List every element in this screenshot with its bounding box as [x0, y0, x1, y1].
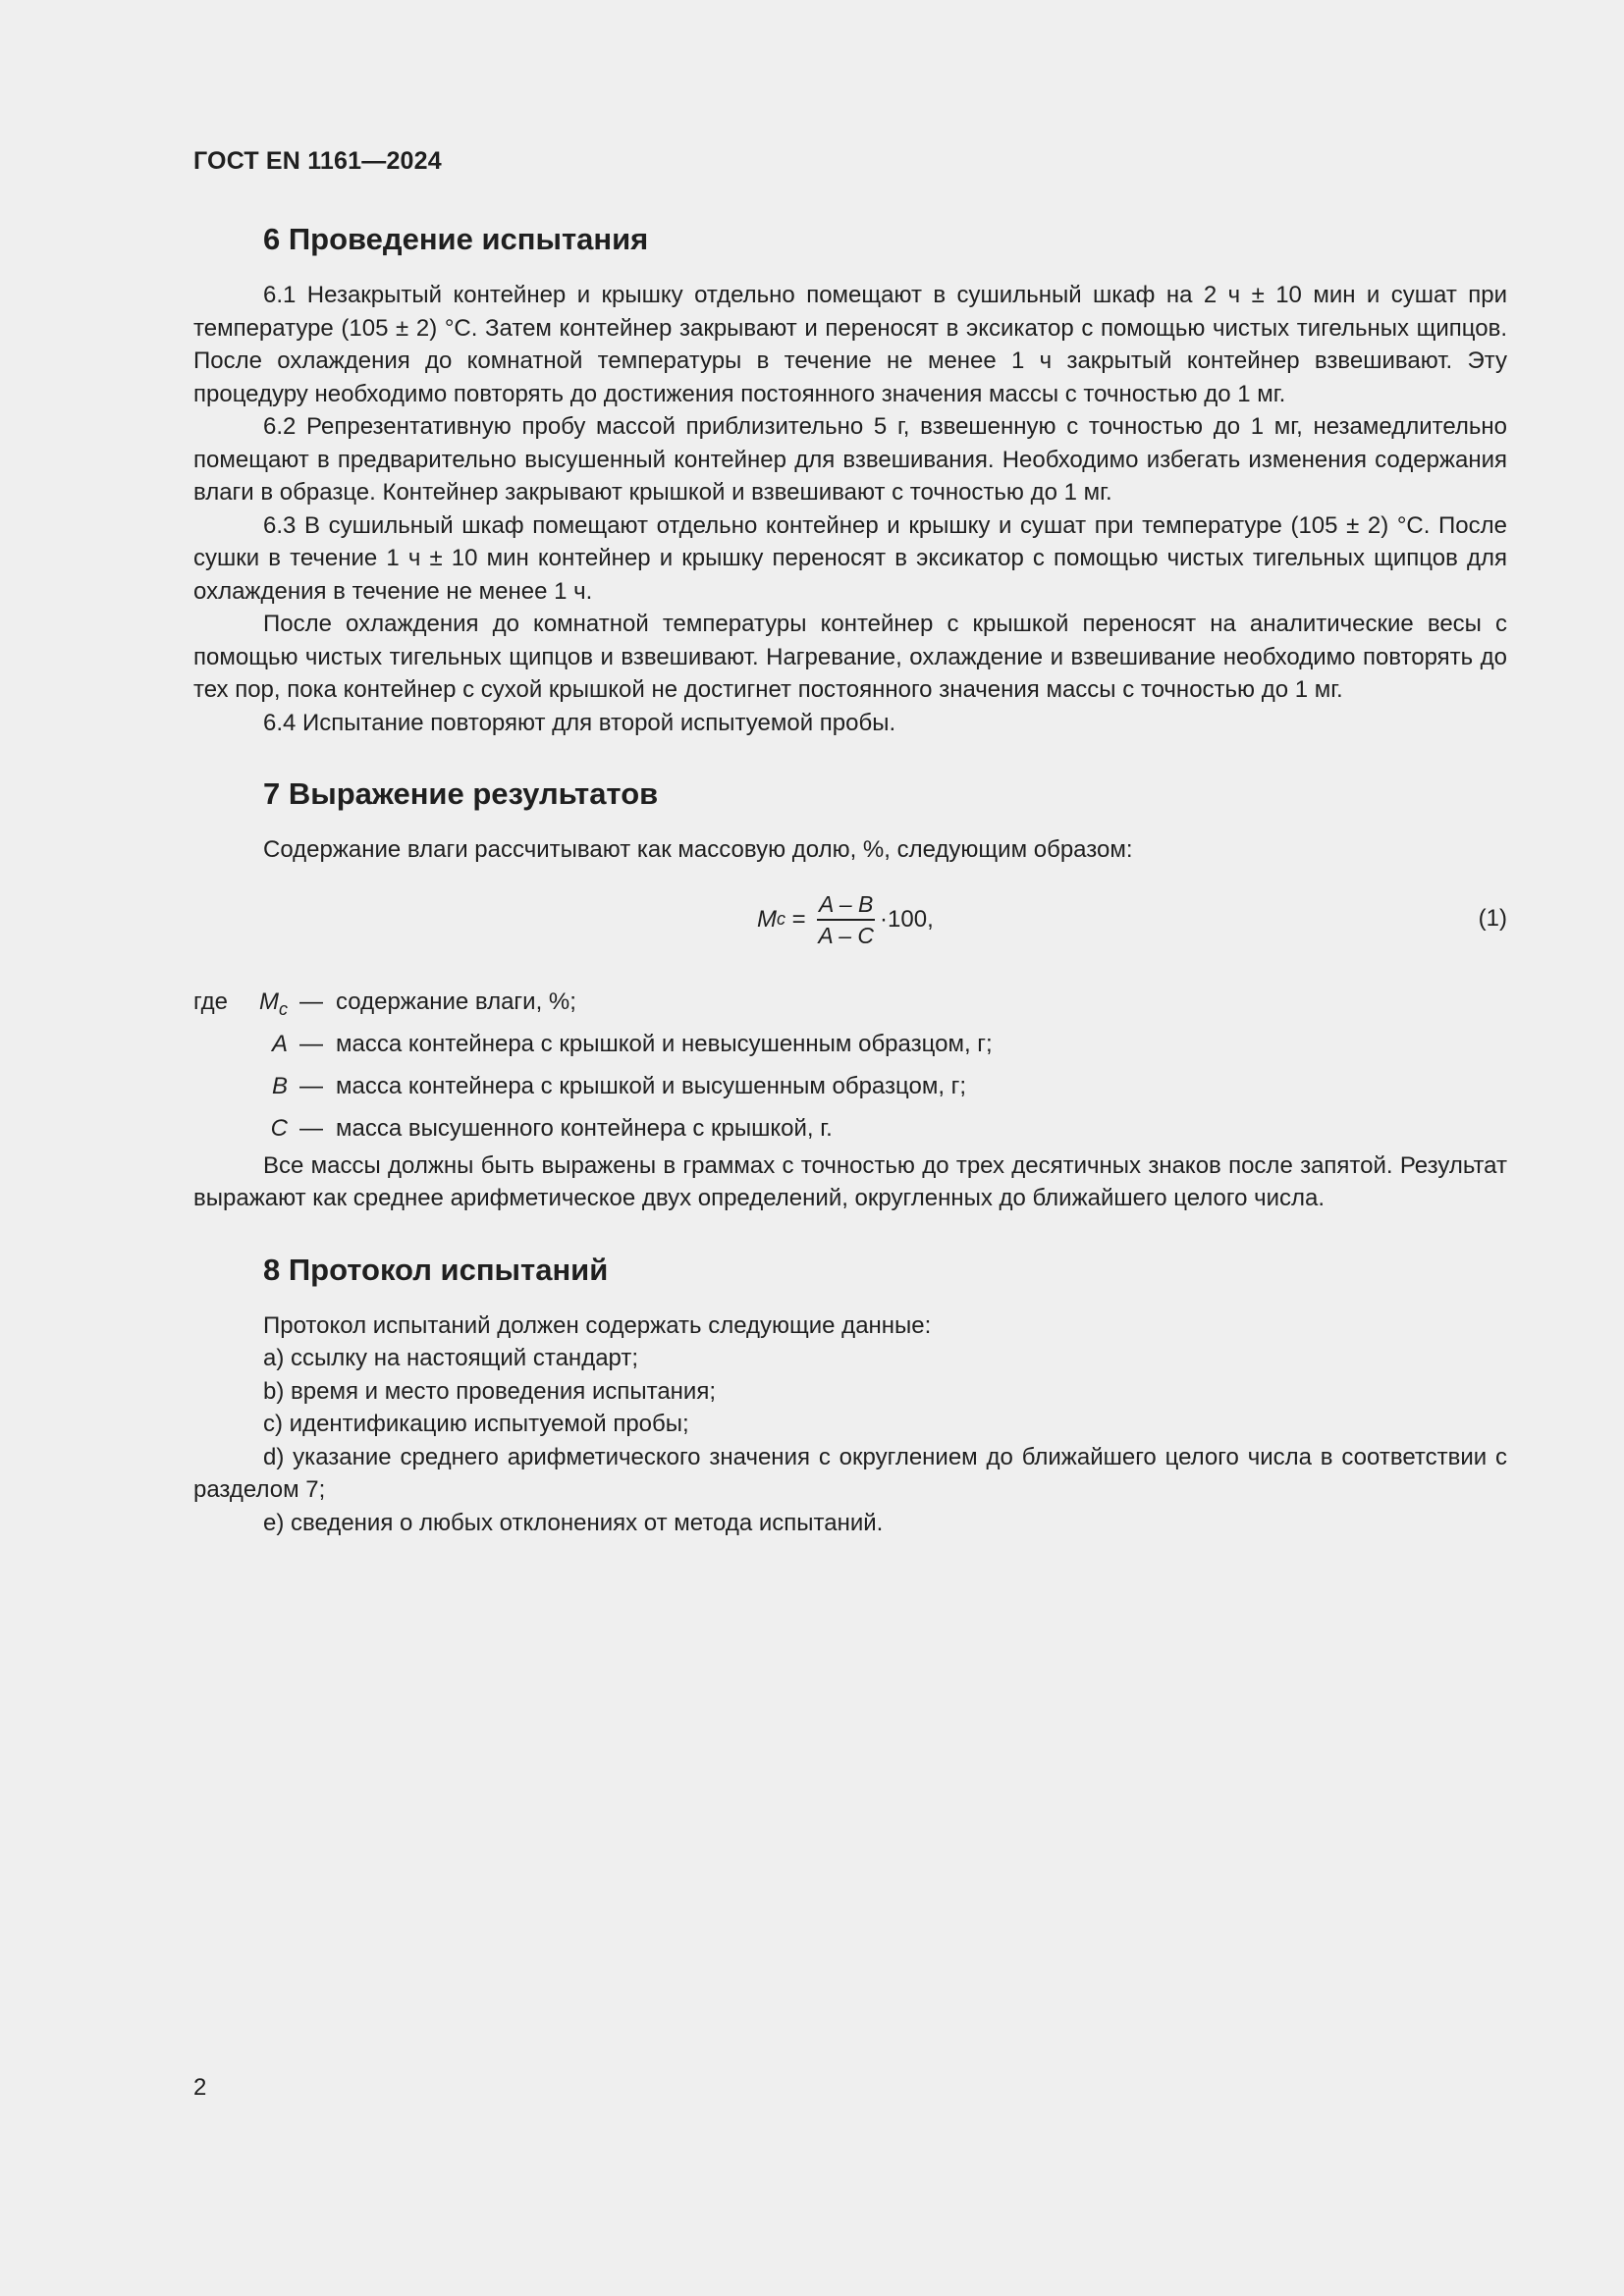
paragraph-6-1: 6.1 Незакрытый контейнер и крышку отдельно помещают в сушильный шкаф на 2 ч ± 10 мин и сушат при температуре (105 ± 2) °С. Затем контейнер закрывают и переносят в эксикатор с помощью чистых тигельных щипцов. После охлаждения до комнатной температуры в течение не менее 1 ч закрытый контейнер взвешивают. Эту процедуру необходимо повторять до достижения постоянного значения массы с точностью до 1 мг. — [193, 282, 1507, 407]
section-8-intro: Протокол испытаний должен содержать следующие данные: — [263, 1311, 932, 1339]
definition-row — [193, 981, 1507, 1023]
definition-symbol: $M_c$ — [259, 988, 288, 1019]
formula-fraction — [816, 889, 876, 950]
list-item: a) ссылку на настоящий стандарт; — [263, 1345, 639, 1371]
where-label: где — [193, 988, 229, 1015]
section-6-title: 6 Проведение испытания — [263, 222, 649, 256]
document-header: ГОСТ EN 1161—2024 — [193, 147, 442, 175]
definition-text: масса контейнера с крышкой и высушенным образцом, г; — [336, 1072, 967, 1099]
formula-numerator: A – B — [817, 889, 875, 921]
list-item: c) идентификацию испытуемой пробы; — [263, 1411, 689, 1437]
section-8-title: 8 Протокол испытаний — [263, 1252, 609, 1287]
paragraph-6-2: 6.2 Репрезентативную пробу массой приблизительно 5 г, взвешенную с точностью до 1 мг, незамедлительно помещают в предварительно высушенный контейнер для взвешивания. Необходимо избегать изменения содержания влаги в образце. Контейнер закрывают крышкой и взвешивают с точностью до 1 мг. — [193, 413, 1507, 506]
formula-denominator: A – C — [818, 922, 875, 948]
list-item: b) время и место проведения испытания; — [263, 1377, 716, 1405]
definition-row — [193, 1107, 1507, 1149]
definition-row — [193, 1065, 1507, 1107]
formula-tail: ·100, — [880, 905, 934, 933]
definition-symbol: C — [270, 1114, 288, 1142]
paragraph-6-4: 6.4 Испытание повторяют для второй испытуемой пробы. — [263, 709, 896, 736]
section-7-title: 7 Выражение результатов — [263, 776, 659, 811]
definition-dash: — — [299, 1030, 323, 1057]
formula-lhs-sub: c — [777, 908, 785, 929]
list-item: e) сведения о любых отклонениях от метода испытаний. — [263, 1509, 884, 1536]
list-item: d) указание среднего арифметического значения с округлением до ближайшего целого числа в соответствии с разделом 7; — [193, 1443, 1507, 1503]
definition-dash: — — [299, 988, 323, 1015]
definition-row — [193, 1023, 1507, 1065]
formula-number: (1) — [1478, 904, 1507, 932]
definition-symbol: B — [271, 1072, 288, 1099]
section-7-note: Все массы должны быть выражены в граммах с точностью до трех десятичных знаков после запятой. Результат выражают как среднее арифметическое двух определений, округленных до ближайшего целого числа. — [193, 1151, 1507, 1211]
definition-dash: — — [299, 1072, 323, 1099]
definition-symbol: A — [271, 1030, 288, 1057]
formula-lhs: M — [757, 905, 777, 933]
section-7-intro: Содержание влаги рассчитывают как массовую долю, %, следующим образом: — [263, 836, 1133, 863]
definition-text: масса высушенного контейнера с крышкой, г. — [336, 1114, 833, 1142]
document-body — [193, 220, 1507, 1539]
formula-equals: = — [785, 905, 813, 933]
formula-1 — [193, 884, 1507, 955]
definition-text: масса контейнера с крышкой и невысушенным образцом, г; — [336, 1030, 993, 1057]
paragraph-6-3-cont: После охлаждения до комнатной температуры контейнер с крышкой переносят на аналитические весы с помощью чистых тигельных щипцов и взвешивают. Нагревание, охлаждение и взвешивание необходимо повторять до тех пор, пока контейнер с сухой крышкой не достигнет постоянного значения массы с точностью до 1 мг. — [193, 611, 1507, 703]
page-number: 2 — [193, 2074, 207, 2101]
definition-text: содержание влаги, %; — [336, 988, 576, 1015]
definition-dash: — — [299, 1114, 323, 1142]
paragraph-6-3: 6.3 В сушильный шкаф помещают отдельно контейнер и крышку и сушат при температуре (105 ± 2) °С. После сушки в течение 1 ч ± 10 мин контейнер и крышку переносят в эксикатор с помощью чистых тигельных щипцов для охлаждения в течение не менее 1 ч. — [193, 511, 1507, 605]
moisture-formula — [757, 884, 934, 955]
